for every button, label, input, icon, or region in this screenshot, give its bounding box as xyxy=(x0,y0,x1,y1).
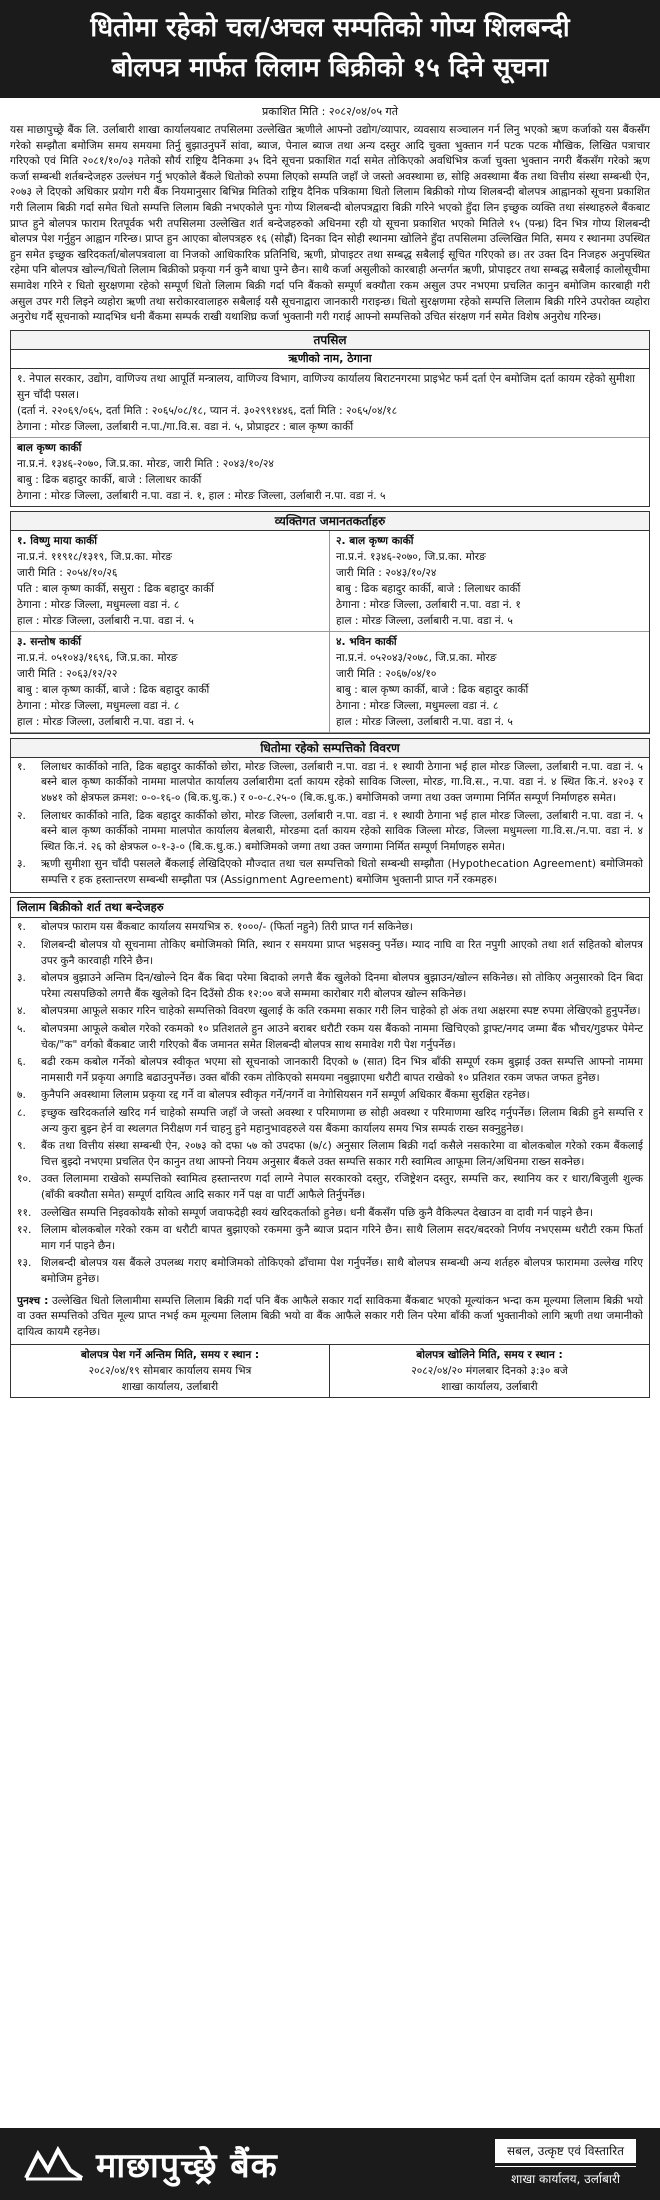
guarantor-line: हाल : मोरङ जिल्ला, उर्लाबारी न.पा. वडा नं. ५ xyxy=(17,614,194,627)
guarantor-name: ३. सन्तोष कार्की xyxy=(17,635,81,648)
schedule-section xyxy=(10,330,650,507)
deadline-row xyxy=(11,1344,649,1397)
bank-slogan xyxy=(495,2139,636,2189)
owner-name: बाल कृष्ण कार्की xyxy=(17,441,82,454)
item-text: बोलपत्रमा आफूले कबोल गरेको रकमको १० प्रतिशतले हुन आउने बराबर धरौटी रकम यस बैंकको नाममा खिचिएको ड्राफ्ट/नगद जम्मा बैंक भौचर/गुडफर पेमेन्ट चेक/"क" वर्गको बैंकबाट जारी गरिएको बैंक जमानत समेत शिलबन्दी बोलपत्र साथ समावेश गरी पेश गर्नुपर्नेछ। xyxy=(41,1023,643,1051)
term-item xyxy=(17,1139,643,1170)
guarantor-line: बाबु : बाल कृष्ण कार्की, बाजे : ढिक बहादुर कार्की xyxy=(336,683,529,696)
guarantor-name: १. विष्णु माया कार्की xyxy=(17,534,98,547)
term-item xyxy=(17,971,643,1002)
owner-line: ना.प्र.नं. १३४६-२०७०, जि.प्र.का. मोरङ, जारी मिति : २०४३/१०/२४ xyxy=(17,457,274,470)
item-number: १. xyxy=(17,921,26,934)
item-number: ५. xyxy=(17,1023,26,1036)
item-text: लिलाधर कार्कीको नाति, ढिक बहादुर कार्कीको छोरा, मोरङ जिल्ला, उर्लाबारी न.पा. वडा नं. १ स्थायी ठेगाना भई हाल मोरङ जिल्ला, उर्लाबारी न.पा. वडा नं. ५ बस्ने बाल कृष्ण कार्कीको नाममा मालपोत कार्यालय बेलबारी, मोरङमा दर्ता कायम रहेको साविक जिल्ला मोरङ, जिल्ला मधुमल्ला गा.वि.स./न.पा. वडा नं. ४ स्थित कि.नं. २६ को क्षेत्रफल ०-१-३-० (बि.क.धु.क.) बमोजिमको जग्गा तथा उक्त जग्गामा निर्मित सम्पूर्ण निर्माणहरु समेत। xyxy=(41,809,643,853)
bank-footer xyxy=(0,2128,660,2200)
guarantors-section xyxy=(10,511,650,734)
guarantor-line: हाल : मोरङ जिल्ला, उर्लाबारी न.पा. वडा नं. ५ xyxy=(17,715,194,728)
submission-deadline xyxy=(11,1345,330,1397)
published-date: प्रकाशित मिति : २०८२/०४/०५ गते xyxy=(261,105,399,118)
mountain-logo-icon xyxy=(24,2146,84,2182)
item-text: शिलबन्दी बोलपत्र यस बैंकले उपलब्ध गराए बमोजिमको तोकिएको ढाँचामा पेश गर्नुपर्नेछ। साथै बोलपत्र सम्बन्धी अन्य शर्तहरु बोलपत्र फाराममा उल्लेख गरिए बमोजिम हुनेछ। xyxy=(41,1257,643,1285)
item-text: बोलपत्रमा आफूले सकार गरिन चाहेको सम्पत्तिको विवरण खुलाई के कति रकममा सकार गरी लिन चाहेको हो अंक तथा अक्षरमा स्पष्ट रुपमा लेखिएको हुनुपर्नेछ। xyxy=(41,1005,641,1018)
item-number: ८. xyxy=(17,1107,26,1119)
term-item xyxy=(17,1106,643,1137)
item-number: ९. xyxy=(17,1140,26,1153)
borrower-line: (दर्ता नं. २२०६९/०६५, दर्ता मिति : २०६५/०८/१८, प्यान नं. ३०२९९१४४६, दर्ता मिति : २०६५/०४/१८ xyxy=(17,404,398,417)
borrower-text: १. नेपाल सरकार, उद्योग, वाणिज्य तथा आपूर्ति मन्त्रालय, वाणिज्य विभाग, वाणिज्य कार्यालय बिराटनगरमा प्राइभेट फर्म दर्ता ऐन बमोजिम दर्ता कायम रहेको सुमीशा सुन चाँदी पसल। xyxy=(17,372,635,401)
item-number: २. xyxy=(17,809,26,822)
slogan-text: सबल, उत्कृष्ट एवं विस्तारित xyxy=(495,2139,636,2163)
term-item xyxy=(17,1022,643,1053)
item-number: १३. xyxy=(17,1257,32,1270)
bank-name: माछापुच्छ्रे बैंक xyxy=(96,2146,278,2186)
term-item xyxy=(17,1256,643,1287)
terms-title: लिलाम बिक्रीको शर्त तथा बन्देजहरु xyxy=(11,898,649,918)
guarantor-line: ठेगाना : मोरङ जिल्ला, मधुमल्ला वडा नं. ८ xyxy=(17,699,180,712)
item-text: बोलपत्र फाराम यस बैंकबाट कार्यालय समयभित्र रु. १०००/- (फिर्ता नहुने) तिरी प्राप्त गर्न सकिनेछ। xyxy=(41,921,413,934)
item-number: १०. xyxy=(17,1173,32,1186)
item-text: बढी रकम कबोल गर्नेको बोलपत्र स्वीकृत भएमा सो सूचनाको जानकारी दिएको ७ (सात) दिन भित्र बाँकी सम्पूर्ण रकम बुझाई उक्त सम्पत्ति आफ्नो नाममा नामसारी गर्ने प्रकृया अगाडि बढाउनुपर्नेछ। उक्त बाँकी रकम तोकिएको समयमा नबुझाएमा धरौटी बापत राखेको १० प्रतिशत रकम जफत जफत हुनेछ। xyxy=(41,1056,643,1084)
property-item xyxy=(17,857,643,888)
term-item xyxy=(17,1172,643,1203)
item-text: बैंक तथा वित्तीय संस्था सम्बन्धी ऐन, २०७३ को दफा ५७ को उपदफा (७/८) अनुसार लिलाम बिक्री गर्दा कसैले नसकारेमा वा बोलकबोल गरेको रकम बैंकलाई चित्त बुझ्दो नभएमा प्रचलित ऐन कानुन तथा आफ्नो नियम अनुसार बैंकले उक्त सम्पत्ति सकार गरी स्वामित्व आफूमा लिन/अधिनमा राख्न सक्नेछ। xyxy=(41,1140,643,1168)
item-number: ४. xyxy=(17,1005,26,1018)
item-text: बोलपत्र बुझाउने अन्तिम दिन/खोल्ने दिन बैंक बिदा परेमा बिदाको लगत्तै बैंक खुलेको दिनमा बोलपत्र बुझाउन/खोल्न सकिनेछ। सो तोकिए अनुसारको दिन बिदा परेमा त्यसपछिको लगत्तै बैंक खुलेको दिन दिउँसो ठीक १२:०० बजे सम्ममा कारोबार गरी बोलपत्र खोल्न सकिनेछ। xyxy=(41,972,643,1000)
term-item xyxy=(17,938,643,969)
borrower-entry xyxy=(11,369,649,438)
guarantor-line: ठेगाना : मोरङ जिल्ला, मधुमल्ला वडा नं. ८ xyxy=(336,699,499,712)
term-item xyxy=(17,1055,643,1086)
postscript-text: उल्लेखित धितो लिलामीमा सम्पत्ति लिलाम बिक्री गर्दा पनि बैंक आफैले सकार गर्दा साविकमा बैंकबाट भएको मूल्यांकन भन्दा कम मूल्यमा लिलाम बिक्री भयो वा उक्त सम्पत्तिको उचित मूल्य प्राप्त नभई कम मूल्यमा लिलाम बिक्री भयो वा बैंक आफैले सकार गरी लिन परेमा बाँकी कर्जा भुक्तानीको लागि ऋणी तथा जमानीको दायित्व कायमै रहनेछ। xyxy=(17,1294,643,1338)
term-item xyxy=(17,1088,643,1104)
guarantor-line: बाबु : ढिक बहादुर कार्की, बाजे : लिलाधर कार्की xyxy=(336,582,521,595)
item-number: २. xyxy=(17,939,26,952)
guarantors-title: व्यक्तिगत जमानतकर्ताहरु xyxy=(11,512,649,531)
property-section xyxy=(10,738,650,894)
postscript-label: पुनश्च : xyxy=(17,1294,49,1307)
owner-line: ठेगाना : मोरङ जिल्ला, उर्लाबारी न.पा. वडा नं. १, हाल : मोरङ जिल्ला, उर्लाबारी न.पा. वडा नं. ५ xyxy=(17,489,386,502)
item-text: ऋणी सुमीशा सुन चाँदी पसलले बैंकलाई लेखिदिएको मौज्दात तथा चल सम्पत्तिको धितो सम्बन्धी सम्झौता (Hypothecation Agreement) बमोजिमको सम्पत्ति र हक हस्तान्तरण सम्बन्धी सम्झौता पत्र (Assignment Agreement) बमोजिम भुक्तानी प्राप्त गर्ने रकमहरु। xyxy=(41,858,643,886)
notice-body xyxy=(0,98,660,2124)
guarantor-line: हाल : मोरङ जिल्ला, उर्लाबारी न.पा. वडा नं. ५ xyxy=(336,715,513,728)
guarantor-cell xyxy=(11,632,330,733)
title-line-1: धितोमा रहेको चल/अचल सम्पतिको गोप्य शिलबन्दी xyxy=(90,13,570,43)
postscript xyxy=(11,1292,649,1345)
item-number: ७. xyxy=(17,1089,26,1102)
guarantors-grid xyxy=(11,531,649,733)
guarantor-line: ठेगाना : मोरङ जिल्ला, मधुमल्ला वडा नं. ८ xyxy=(17,598,180,611)
guarantor-line: ना.प्र.नं. ०५१०४३/१६९६, जि.प्र.का. मोरङ xyxy=(17,651,178,664)
term-item xyxy=(17,1004,643,1020)
guarantor-cell xyxy=(11,531,330,632)
deadline-datetime: २०८२/०४/१९ सोमबार कार्यालय समय भित्र xyxy=(88,1365,252,1378)
guarantor-line: बाबु : बाल कृष्ण कार्की, बाजे : ढिक बहादुर कार्की xyxy=(17,683,210,696)
guarantor-cell xyxy=(330,632,649,733)
owner-entry xyxy=(11,438,649,506)
item-number: १२. xyxy=(17,1224,32,1237)
deadline-place: शाखा कार्यालय, उर्लाबारी xyxy=(121,1381,219,1394)
item-text: उक्त लिलाममा राखेको सम्पत्तिको स्वामित्व हस्तान्तरण गर्दा लाग्ने नेपाल सरकारको दस्तुर, रजिष्ट्रेशन दस्तुर, सम्पत्ति कर, स्थानिय कर र धारा/बिजुली शुल्क (बाँकी बक्यौता समेत) सम्पूर्ण दायित्व आदि सकार गर्ने पक्ष वा पार्टी आफैले तिर्नुपर्नेछ। xyxy=(41,1173,643,1201)
guarantor-line: हाल : मोरङ जिल्ला, उर्लाबारी न.पा. वडा नं. ५ xyxy=(336,614,513,627)
property-list xyxy=(11,758,649,893)
guarantor-line: जारी मिति : २०६७/०४/१० xyxy=(336,667,437,680)
item-text: लिलाधर कार्कीको नाति, ढिक बहादुर कार्कीको छोरा, मोरङ जिल्ला, उर्लाबारी न.पा. वडा नं. १ स्थायी ठेगाना भई हाल मोरङ जिल्ला, उर्लाबारी न.पा. वडा नं. ५ बस्ने बाल कृष्ण कार्कीको नाममा मालपोत कार्यालय उर्लाबारीमा दर्ता कायम रहेको साविक जिल्ला, मोरङ, गा.वि.स., न.पा. वडा नं. ४ स्थित कि.नं. ४२०३ र ४७४१ को क्षेत्रफल क्रमश: ०-०-१६-० (बि.क.धु.क.) र ०-०-८.२५-० (बि.क.धु.क.) बमोजिमको जग्गा तथा उक्त जग्गामा निर्मित सम्पूर्ण निर्माणहरु समेत। xyxy=(41,760,643,804)
item-number: ११. xyxy=(17,1206,32,1219)
term-item xyxy=(17,1206,643,1222)
guarantor-line: जारी मिति : २०५४/१०/२६ xyxy=(17,566,118,579)
borrower-line: ठेगाना : मोरङ जिल्ला, उर्लाबारी न.पा./गा.वि.स. वडा नं. ५, प्रोप्राइटर : बाल कृष्ण कार्की xyxy=(17,420,354,433)
item-text: कुनैपनि अवस्थामा लिलाम प्रकृया रद्द गर्ने वा बोलपत्र स्वीकृत गर्ने/नगर्ने वा नेगोसियसन गर्ने सम्पूर्ण अधिकार बैंकमा सुरक्षित रहनेछ। xyxy=(41,1089,530,1102)
item-text: शिलबन्दी बोलपत्र यो सूचनामा तोकिए बमोजिमको मिति, स्थान र समयमा प्राप्त भइसक्नु पर्नेछ। म्याद नाघि वा रित नपुगी आएको तथा शर्त सहितको बोलपत्र उपर कुनै कारवाही गरिने छैन। xyxy=(41,939,643,967)
guarantor-name: २. बाल कृष्ण कार्की xyxy=(336,534,414,547)
item-number: ३. xyxy=(17,972,26,985)
guarantor-line: ना.प्र.नं. ११९१८/१३१९, जि.प्र.का. मोरङ xyxy=(17,550,173,563)
terms-list xyxy=(11,918,649,1291)
guarantor-line: ना.प्र.नं. १३४६-२०७०, जि.प्र.का. मोरङ xyxy=(336,550,486,563)
guarantor-name: ४. भविन कार्की xyxy=(336,635,397,648)
item-number: ३. xyxy=(17,858,26,871)
property-title: धितोमा रहेको सम्पत्तिको विवरण xyxy=(11,739,649,758)
item-text: उल्लेखित सम्पत्ति निइवकोयकै सोको सम्पूर्ण जवाफदेही स्वयं खरिदकर्ताको हुनेछ। धनी बैंकसँग पछि कुनै वैकिल्पत देखाउन वा दावी गर्न पाइने छैन। xyxy=(41,1206,593,1219)
bank-brand xyxy=(24,2141,278,2187)
branch-name: शाखा कार्यालय, उर्लाबारी xyxy=(495,2166,636,2189)
deadline-datetime: २०८२/०४/२० मंगलबार दिनको ३:३० बजे xyxy=(411,1365,568,1378)
guarantor-line: जारी मिति : २०६३/१२/२२ xyxy=(17,667,118,680)
guarantor-line: पति : बाल कृष्ण कार्की, ससुरा : ढिक बहादुर कार्की xyxy=(17,582,214,595)
guarantor-cell xyxy=(330,531,649,632)
deadline-place: शाखा कार्यालय, उर्लाबारी xyxy=(441,1381,538,1394)
title-line-2: बोलपत्र मार्फत लिलाम बिक्रीको १५ दिने सूचना xyxy=(111,53,549,83)
property-item xyxy=(17,760,643,807)
notice-header xyxy=(0,0,660,98)
opening-deadline xyxy=(330,1345,649,1397)
deadline-heading: बोलपत्र पेश गर्ने अन्तिम मिति, समय र स्थान : xyxy=(80,1349,260,1362)
item-text: इच्छुक खरिदकर्ताले खरिद गर्न चाहेको सम्पत्ति जहाँ जे जस्तो अवस्था र परिमाणमा छ सोही अवस्था र परिमाणमा खरिद गर्नुपर्नेछ। लिलाम बिक्री हुने सम्पत्ति र अन्य कुरा बुझ्न हेर्न वा स्थलगत निरीक्षण गर्न चाहनु हुने महानुभावहरुले यस बैंकमा कार्यालय समय भित्र सम्पर्क राख्न सक्नुहुनेछ। xyxy=(41,1107,644,1135)
guarantor-line: ना.प्र.नं. ०५२०४३/२०७८, जि.प्र.का. मोरङ xyxy=(336,651,497,664)
term-item xyxy=(17,1223,643,1254)
owner-line: बाबु : ढिक बहादुर कार्की, बाजे : लिलाधर कार्की xyxy=(17,473,202,486)
guarantor-line: ठेगाना : मोरङ जिल्ला, उर्लाबारी न.पा. वडा नं. १ xyxy=(336,598,521,611)
intro-paragraph: यस माछापुच्छ्रे बैंक लि. उर्लाबारी शाखा कार्यालयबाट तपसिलमा उल्लेखित ऋणीले आफ्नो उद्योग/व्यापार, व्यवसाय सञ्चालन गर्न लिनु भएको ऋण कर्जाको यस बैंकसँग गरेको सम्झौता बमोजिम समय समयमा तिर्नु बुझाउनुपर्ने सांवा, ब्याज, पेनाल ब्याज तथा अन्य दस्तुर आदि चुक्ता भुक्तान गर्न पटक पटक मौखिक, लिखित पत्राचार गरिएको एवं मिति २०८१/१०/०३ गतेको सौर्य राष्ट्रिय दैनिकमा ३५ दिने सूचना प्रकाशित गर्दा समेत तोकिएको अवधिभित्र कर्जा चुक्ता भुक्तान नगरी बैंकसँग गरेको ऋण कर्जा सम्बन्धी शर्तबन्देजहरु उल्लंघन गर्नु भएकोले बैंकले धितोको रुपमा लिएको सम्पति जहाँ जे जस्तो अवस्थामा छ, सोहि अवस्थामा बैंक तथा वित्तीय संस्था सम्बन्धी ऐन, २०७३ ले दिएको अधिकार प्रयोग गरी बैंक नियमानुसार बिभिन्न मितिको राष्ट्रिय दैनिक पत्रिकामा धितो लिलाम बिक्रीको गोप्य शिलबन्दी बोलपत्र आह्वानको सूचना प्रकाशित गरी लिलाम बिक्री गर्दा समेत धितो सम्पत्ति लिलाम बिक्री नभएकोले पुनः गोप्य शिलबन्दी बोलपत्रद्वारा बिक्री गरिने भएको हुँदा लिन इच्छुक व्यक्ति तथा संस्थाहरुले बैंकबाट प्राप्त हुने बोलपत्र फाराम रितपूर्वक भरी तपसिलमा उल्लेखित शर्त बन्देजहरुको अधिनमा रही यो सूचना प्रकाशित भएको मितिले १५ (पन्ध्र) दिन भित्र गोप्य शिलबन्दी बोलपत्र पेश गर्नुहुन आह्वान गरिन्छ। प्राप्त हुन आएका बोलपत्रहरु १६ (सोह्रौं) दिनका दिन सोही स्थानमा खोलिने हुँदा तपसिलमा उल्लिखित मिति, समय र स्थानमा उपस्थित हुन समेत इच्छुक खरिदकर्ता/बोलपत्रवाला वा निजको आधिकारिक प्रतिनिधि, ऋणी, प्रोपाइटर तथा सम्बद्ध सबैलाई सूचित गरिएको छ। तर उक्त दिन निजहरु अनुपस्थित रहेमा पनि बोलपत्र खोल्न/धितो लिलाम बिक्रीको प्रकृया गर्न कुनै बाधा पुग्ने छैन। साथै कर्जा असुलीको कारबाही अन्तर्गत ऋणी, प्रोपाइटर तथा सम्बद्ध सबैलाई कालोसूचीमा समावेश गरिने र धितो सुरक्षणमा रहेको सम्पूर्ण धितो लिलाम बिक्री गर्दा पनि बैंकको सम्पूर्ण बक्यौता रकम असुल उपर नभएमा प्रचलित कानुन बमोजिम कारबाही गरी असुल उपर गरी लिइने व्यहोरा ऋणी तथा सरोकारवालाहरु सबैलाई यसै सूचनाद्वारा जानकारी गराइन्छ। धितो सुरक्षणमा रहेको सम्पत्ति लिलाम बिक्री गरिने उपरोक्त व्यहोरा अनुरोध गर्दै सूचनाको म्यादभित्र धनी बैंकमा सम्पर्क राखी यथाशिघ्र कर्जा भुक्तानी गरी गराई आफ्नो सम्पत्तिको उचित संरक्षण गर्न समेत विशेष अनुरोध गरिन्छ। xyxy=(10,124,650,324)
property-item xyxy=(17,809,643,856)
item-number: ६. xyxy=(17,1056,26,1069)
terms-section xyxy=(10,897,650,1398)
schedule-title: तपसिल xyxy=(11,331,649,350)
guarantor-line: जारी मिति : २०४३/१०/२४ xyxy=(336,566,437,579)
borrower-title: ऋणीको नाम, ठेगाना xyxy=(11,350,649,369)
item-number: १. xyxy=(17,760,26,773)
deadline-heading: बोलपत्र खोलिने मिति, समय र स्थान : xyxy=(416,1349,563,1362)
term-item xyxy=(17,920,643,936)
item-text: लिलाम बोलकबोल गरेको रकम वा धरौटी बापत बुझाएको रकममा कुनै ब्याज प्रदान गरिने छैन। साथै लिलाम सदर/बदरको निर्णय नभएसम्म धरौटी रकम फिर्ता माग गर्न पाइने छैन। xyxy=(41,1224,643,1252)
